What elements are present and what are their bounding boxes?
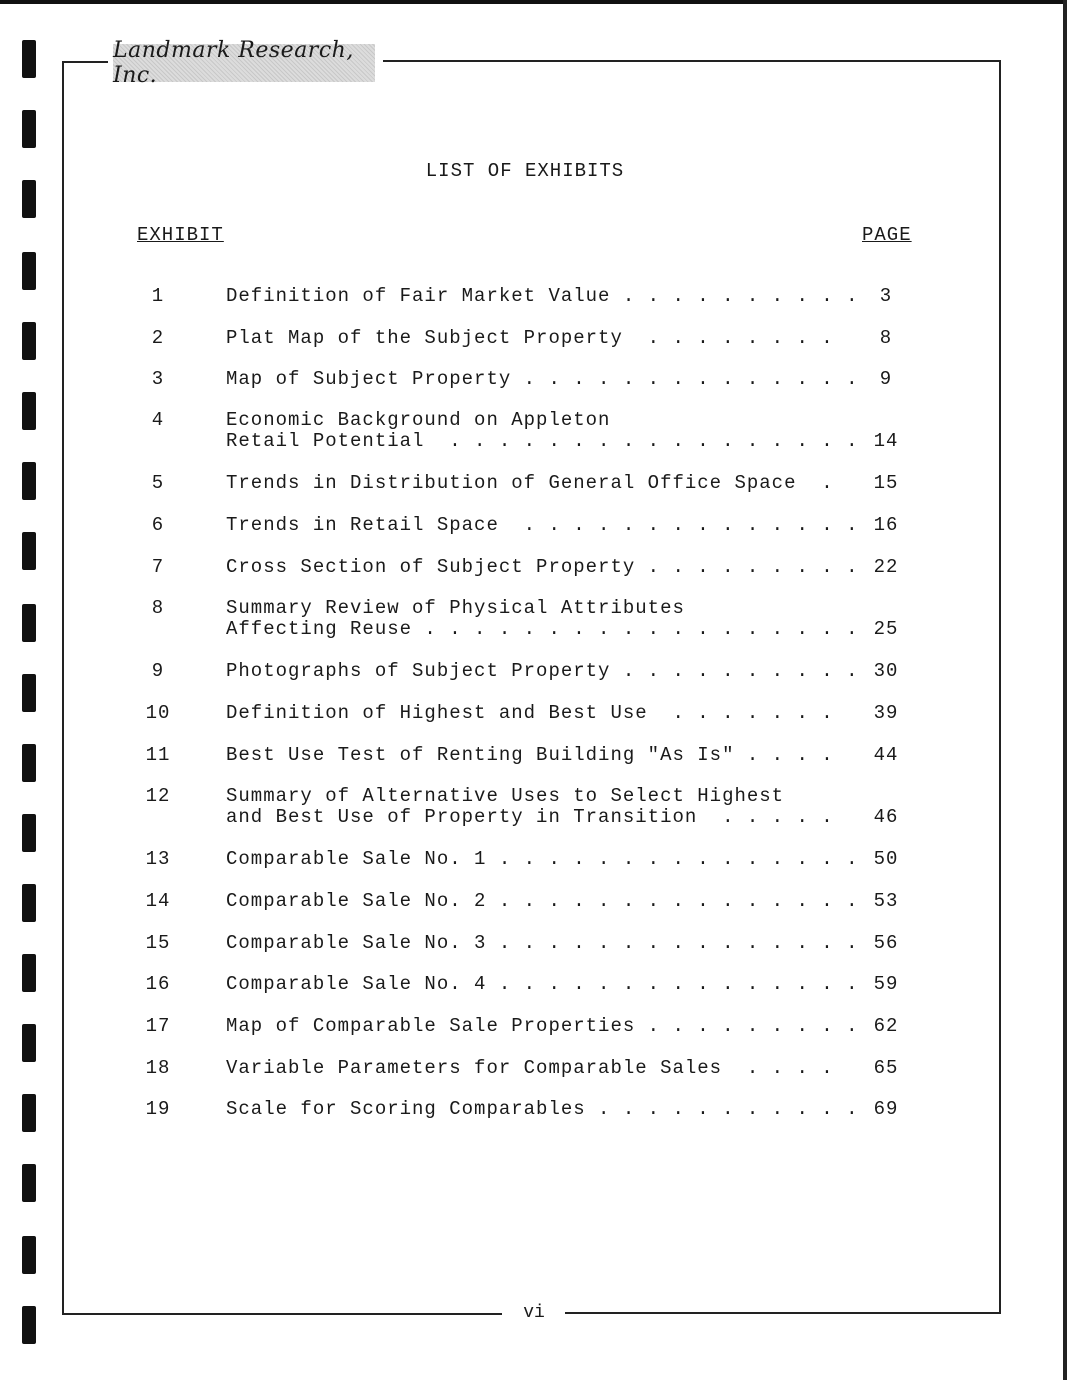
exhibit-number: 1 [151, 285, 165, 307]
binding-hole [22, 1094, 36, 1132]
exhibit-number: 16 [145, 973, 171, 995]
exhibit-number: 19 [145, 1098, 171, 1120]
exhibit-title-continued: Retail Potential . . . . . . . . . . . . . . . . . [226, 430, 859, 452]
exhibit-title: Map of Comparable Sale Properties . . . . . . . . . [226, 1015, 859, 1037]
exhibit-number: 6 [151, 514, 165, 536]
page-title: LIST OF EXHIBITS [425, 160, 625, 182]
binding-hole [22, 884, 36, 922]
page-number: 59 [873, 973, 899, 995]
frame-line [565, 1312, 1001, 1314]
exhibit-number: 2 [151, 327, 165, 349]
exhibit-number: 5 [151, 472, 165, 494]
page-number: 9 [879, 368, 893, 390]
exhibit-number: 12 [145, 785, 171, 807]
frame-line [62, 61, 108, 63]
frame-line [62, 61, 64, 1315]
exhibit-number: 13 [145, 848, 171, 870]
binding-hole [22, 462, 36, 500]
exhibit-title: Summary of Alternative Uses to Select Highest [226, 785, 785, 807]
binding-hole [22, 322, 36, 360]
exhibit-number: 3 [151, 368, 165, 390]
exhibit-title: Trends in Retail Space . . . . . . . . . . . . . . [226, 514, 859, 536]
page-number: 65 [873, 1057, 899, 1079]
binding-hole [22, 1236, 36, 1274]
exhibit-title-continued: and Best Use of Property in Transition . . . . . [226, 806, 834, 828]
binding-hole [22, 954, 36, 992]
exhibit-number: 17 [145, 1015, 171, 1037]
page-number: 53 [873, 890, 899, 912]
exhibit-title: Definition of Highest and Best Use . . . . . . . [226, 702, 834, 724]
exhibit-title: Plat Map of the Subject Property . . . . . . . . [226, 327, 834, 349]
page-number: 69 [873, 1098, 899, 1120]
page-number: 39 [873, 702, 899, 724]
exhibit-column-header: EXHIBIT [137, 224, 224, 246]
binding-hole [22, 814, 36, 852]
page-number: 25 [873, 618, 899, 640]
binding-hole [22, 1164, 36, 1202]
binding-hole [22, 604, 36, 642]
exhibit-title-continued: Affecting Reuse . . . . . . . . . . . . . . . . . . [226, 618, 859, 640]
binding-hole [22, 744, 36, 782]
exhibit-number: 18 [145, 1057, 171, 1079]
exhibit-title: Trends in Distribution of General Office Space . [226, 472, 834, 494]
page-number: 50 [873, 848, 899, 870]
exhibit-title: Scale for Scoring Comparables . . . . . . . . . . . [226, 1098, 859, 1120]
page-number: 14 [873, 430, 899, 452]
page-number: 15 [873, 472, 899, 494]
page-number: 46 [873, 806, 899, 828]
binding-hole [22, 392, 36, 430]
binding-hole [22, 252, 36, 290]
exhibit-title: Photographs of Subject Property . . . . . . . . . . [226, 660, 859, 682]
exhibit-title: Economic Background on Appleton [226, 409, 611, 431]
binding-hole [22, 110, 36, 148]
exhibit-number: 10 [145, 702, 171, 724]
exhibit-number: 11 [145, 744, 171, 766]
frame-line [383, 60, 1001, 62]
page-top-edge [0, 0, 1067, 4]
page-right-edge [1063, 0, 1067, 1380]
page-column-header: PAGE [862, 224, 912, 246]
exhibit-title: Comparable Sale No. 1 . . . . . . . . . . . . . . . [226, 848, 859, 870]
binding-hole [22, 1024, 36, 1062]
exhibit-number: 9 [151, 660, 165, 682]
page-number: 56 [873, 932, 899, 954]
exhibit-number: 14 [145, 890, 171, 912]
binding-hole [22, 674, 36, 712]
frame-line [62, 1313, 502, 1315]
exhibit-title: Definition of Fair Market Value . . . . . . . . . . [226, 285, 859, 307]
binding-hole [22, 40, 36, 78]
page-folio: vi [523, 1303, 545, 1323]
exhibit-number: 7 [151, 556, 165, 578]
exhibit-title: Comparable Sale No. 2 . . . . . . . . . . . . . . . [226, 890, 859, 912]
exhibit-number: 15 [145, 932, 171, 954]
page-number: 44 [873, 744, 899, 766]
logo-text: Landmark Research, Inc. [113, 38, 354, 88]
company-logo [113, 38, 375, 88]
exhibit-title: Summary Review of Physical Attributes [226, 597, 685, 619]
page-number: 30 [873, 660, 899, 682]
page-number: 3 [879, 285, 893, 307]
exhibit-number: 4 [151, 409, 165, 431]
page-number: 16 [873, 514, 899, 536]
binding-hole [22, 180, 36, 218]
exhibit-title: Best Use Test of Renting Building "As Is" . . . . [226, 744, 834, 766]
exhibit-title: Map of Subject Property . . . . . . . . . . . . . . [226, 368, 859, 390]
page-number: 62 [873, 1015, 899, 1037]
frame-line [999, 60, 1001, 1314]
exhibit-title: Comparable Sale No. 3 . . . . . . . . . . . . . . . [226, 932, 859, 954]
binding-hole [22, 532, 36, 570]
exhibit-title: Comparable Sale No. 4 . . . . . . . . . . . . . . . [226, 973, 859, 995]
exhibit-title: Cross Section of Subject Property . . . . . . . . . [226, 556, 859, 578]
exhibit-number: 8 [151, 597, 165, 619]
binding-hole [22, 1306, 36, 1344]
page-number: 8 [879, 327, 893, 349]
exhibit-title: Variable Parameters for Comparable Sales . . . . [226, 1057, 834, 1079]
page-number: 22 [873, 556, 899, 578]
